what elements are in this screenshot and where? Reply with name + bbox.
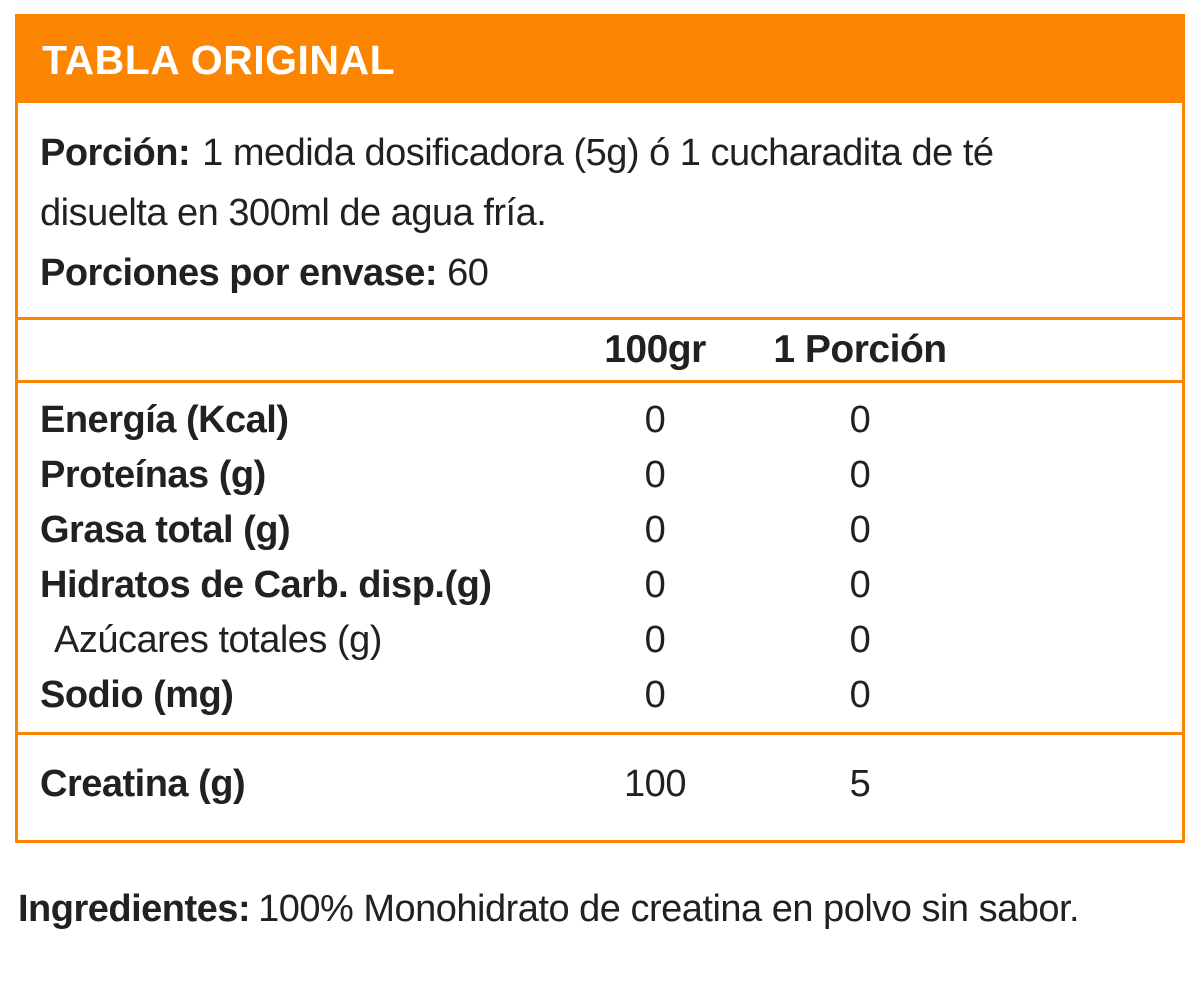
table-row <box>40 448 1160 503</box>
creatine-label: Creatina (g) <box>40 763 246 805</box>
nutrient-label: Hidratos de Carb. disp.(g) <box>40 564 492 606</box>
nutrition-facts-panel <box>15 14 1185 843</box>
serving-size-text: 1 medida dosificadora (5g) ó 1 cucharadita de té <box>202 132 994 174</box>
panel-title: TABLA ORIGINAL <box>42 36 396 83</box>
servings-per-container-label: Porciones por envase: <box>40 252 438 294</box>
table-row <box>40 613 1160 668</box>
nutrient-label: Energía (Kcal) <box>40 399 289 441</box>
ingredients-text: 100% Monohidrato de creatina en polvo sin sabor. <box>258 888 1080 930</box>
ingredients-label: Ingredientes: <box>18 888 251 930</box>
table-row <box>40 503 1160 558</box>
nutrient-label: Sodio (mg) <box>40 674 234 716</box>
nutrient-value-serving: 0 <box>849 509 871 551</box>
table-row <box>40 558 1160 613</box>
nutrient-value-100g: 0 <box>644 564 666 606</box>
servings-per-container-value: 60 <box>447 252 489 294</box>
nutrient-value-100g: 0 <box>644 454 666 496</box>
nutrient-value-serving: 0 <box>849 674 871 716</box>
nutrient-value-100g: 0 <box>644 399 666 441</box>
creatine-value-serving: 5 <box>849 763 871 805</box>
nutrient-label: Proteínas (g) <box>40 454 266 496</box>
serving-info-section <box>18 103 1182 320</box>
nutrient-value-100g: 0 <box>644 619 666 661</box>
column-header-100gr: 100gr <box>604 328 706 371</box>
nutrient-label: Azúcares totales (g) <box>54 619 382 661</box>
ingredients-line <box>18 886 1079 932</box>
nutrient-value-serving: 0 <box>849 619 871 661</box>
creatine-value-100g: 100 <box>624 763 686 805</box>
nutrient-value-serving: 0 <box>849 454 871 496</box>
servings-per-container-line <box>40 243 1160 303</box>
column-header-1-porcion: 1 Porción <box>773 328 947 371</box>
nutrient-label: Grasa total (g) <box>40 509 291 551</box>
nutrient-value-serving: 0 <box>849 399 871 441</box>
panel-title-bar <box>18 17 1182 103</box>
nutrients-section <box>18 383 1182 735</box>
nutrient-value-serving: 0 <box>849 564 871 606</box>
table-header-row <box>18 320 1182 383</box>
nutrient-value-100g: 0 <box>644 509 666 551</box>
table-row <box>40 763 1160 806</box>
serving-size-text-line2: disuelta en 300ml de agua fría. <box>40 192 547 234</box>
nutrient-value-100g: 0 <box>644 674 666 716</box>
serving-size-label: Porción: <box>40 132 191 174</box>
table-row <box>40 393 1160 448</box>
creatine-section <box>18 735 1182 840</box>
serving-size-line <box>40 123 1160 183</box>
table-row <box>40 668 1160 723</box>
